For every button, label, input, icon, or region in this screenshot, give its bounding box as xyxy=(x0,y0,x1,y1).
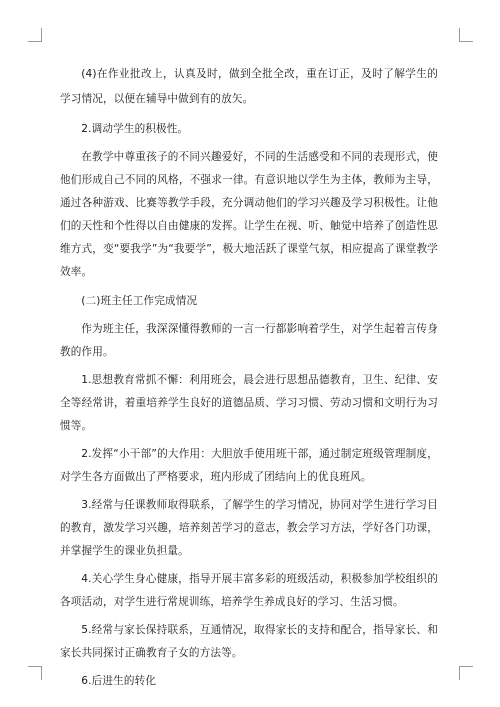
paragraph-teaching-approach: 在教学中尊重孩子的不同兴趣爱好，不同的生活感受和不同的表现形式，使他们形成自己不同的风格，不强求一律。有意识地以学生为主体，教师为主导，通过各种游戏、比赛等教学手段，充分调动他们的学习兴趣及学习积极性。让他们的天性和个性得以自由健康的发挥。让学生在视、听、触觉中培养了创造性思维方式，变“要我学”为“我要学”，极大地活跃了课堂气氛，相应提高了课堂教学效率。 xyxy=(60,151,438,278)
list-item-ideological-education: 1.思想教育常抓不懈：利用班会，晨会进行思想品德教育，卫生、纪律、安全等经常讲，着重培养学生良好的道德品质、学习习惯、劳动习惯和文明行为习惯等。 xyxy=(60,374,438,432)
list-item-underachievers: 6.后进生的转化 xyxy=(81,675,157,687)
paragraph-homework-grading: (4)在作业批改上，认真及时，做到全批全改，重在订正，及时了解学生的学习情况，以便在辅导中做到有的放矢。 xyxy=(60,68,438,105)
crop-mark-top-left xyxy=(28,28,42,42)
paragraph-class-teacher-role: 作为班主任，我深深懂得教师的一言一行都影响着学生，对学生起着言传身教的作用。 xyxy=(60,323,438,358)
list-item-subject-teachers: 3.经常与任课教师取得联系，了解学生的学习情况，协同对学生进行学习目的教育，激发学习兴趣，培养刻苦学习的意志，教会学习方法，学好各门功课，并掌握学生的课业负担量。 xyxy=(60,499,438,557)
list-item-class-cadres: 2.发挥“小干部”的大作用：大胆放手使用班干部，通过制定班级管理制度，对学生各方面做出了严格要求，班内形成了团结向上的优良班风。 xyxy=(60,448,438,483)
document-body xyxy=(60,62,438,693)
subheading-student-motivation: 2.调动学生的积极性。 xyxy=(81,123,189,135)
crop-mark-bottom-left xyxy=(28,666,42,680)
list-item-student-health: 4.关心学生身心健康，指导开展丰富多彩的班级活动，积极参加学校组织的各项活动，对学生进行常规训练，培养学生养成良好的学习、生活习惯。 xyxy=(60,573,438,608)
crop-mark-bottom-right xyxy=(459,666,473,680)
crop-mark-top-right xyxy=(459,28,473,42)
section-heading-class-teacher-work: (二)班主任工作完成情况 xyxy=(81,295,198,307)
list-item-parent-contact: 5.经常与家长保持联系，互通情况，取得家长的支持和配合，指导家长、和家长共同探讨正确教育子女的方法等。 xyxy=(60,624,438,659)
